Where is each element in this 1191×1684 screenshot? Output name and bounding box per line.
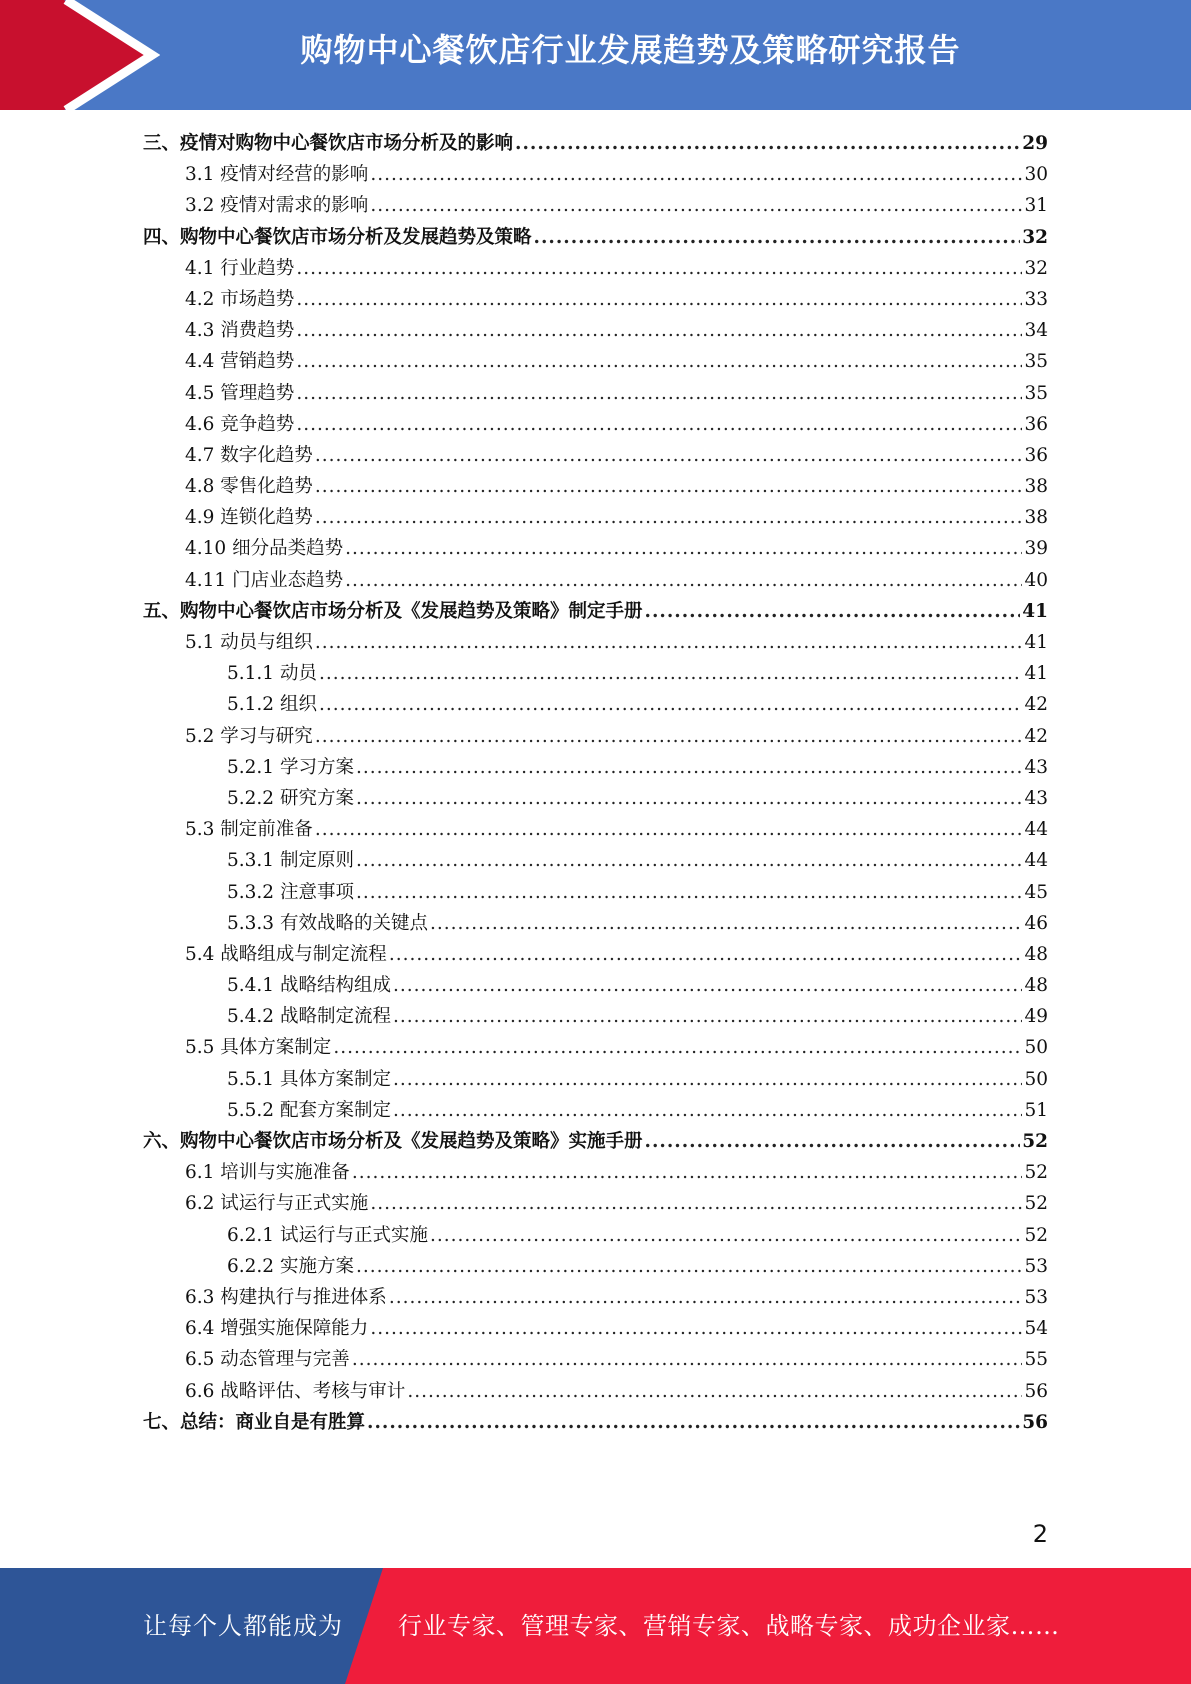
toc-entry[interactable] — [143, 1313, 1048, 1344]
toc-entry[interactable] — [143, 1188, 1048, 1219]
toc-entry-page: 48 — [1024, 975, 1048, 997]
toc-entry[interactable] — [143, 1032, 1048, 1063]
toc-entry-page: 44 — [1024, 850, 1048, 872]
toc-entry-page: 32 — [1024, 257, 1048, 279]
toc-entry-label: 5.1 动员与组织 — [185, 632, 313, 653]
toc-entry[interactable] — [143, 627, 1048, 658]
toc-dot-leader — [356, 845, 1023, 876]
toc-entry-label: 3.2 疫情对需求的影响 — [185, 195, 369, 217]
toc-entry-page: 52 — [1024, 1162, 1048, 1184]
toc-dot-leader — [645, 1126, 1021, 1157]
toc-dot-leader — [345, 533, 1022, 564]
toc-entry-page: 56 — [1022, 1411, 1048, 1433]
toc-entry-page: 33 — [1024, 288, 1048, 310]
toc-entry-page: 38 — [1024, 507, 1048, 529]
toc-entry-label: 3.1 疫情对经营的影响 — [185, 164, 369, 186]
toc-entry[interactable] — [143, 752, 1048, 783]
toc-dot-leader — [393, 1095, 1022, 1126]
toc-entry-page: 36 — [1024, 444, 1048, 466]
toc-entry-label: 5.3.2 注意事项 — [227, 881, 354, 903]
toc-dot-leader — [367, 1407, 1020, 1438]
toc-entry-page: 56 — [1024, 1380, 1048, 1402]
toc-entry-page: 41 — [1022, 600, 1048, 622]
toc-entry[interactable] — [143, 1251, 1048, 1282]
footer-slogan-right: 行业专家、管理专家、营销专家、战略专家、成功企业家…… — [398, 1612, 1060, 1640]
toc-dot-leader — [296, 315, 1022, 346]
toc-entry-page: 41 — [1024, 663, 1048, 685]
toc-entry[interactable] — [143, 877, 1048, 908]
toc-entry-label: 5.3 制定前准备 — [185, 819, 313, 841]
toc-dot-leader — [534, 222, 1021, 253]
page-number: 2 — [1032, 1520, 1048, 1548]
toc-entry-label: 6.1 培训与实施准备 — [185, 1162, 350, 1184]
toc-entry-label: 6.2.2 实施方案 — [227, 1255, 354, 1277]
toc-entry-label: 4.4 营销趋势 — [185, 351, 295, 373]
toc-entry[interactable] — [143, 908, 1048, 939]
toc-dot-leader — [315, 721, 1023, 752]
toc-dot-leader — [296, 346, 1022, 377]
toc-dot-leader — [370, 1188, 1022, 1219]
toc-entry-page: 31 — [1024, 195, 1048, 217]
toc-entry[interactable] — [143, 1220, 1048, 1251]
toc-entry-label: 5.5 具体方案制定 — [185, 1037, 332, 1059]
toc-entry-label: 4.6 竞争趋势 — [185, 413, 295, 435]
toc-entry-label: 5.1.2 组织 — [227, 694, 317, 716]
toc-dot-leader — [315, 502, 1023, 533]
toc-entry-label: 5.2 学习与研究 — [185, 725, 313, 747]
toc-entry[interactable] — [143, 1064, 1048, 1095]
toc-entry-page: 40 — [1024, 569, 1048, 591]
toc-dot-leader — [515, 128, 1020, 159]
toc-entry[interactable] — [143, 565, 1048, 596]
toc-entry-label: 6.4 增强实施保障能力 — [185, 1318, 369, 1340]
toc-entry-page: 32 — [1022, 226, 1048, 248]
toc-entry-page: 44 — [1024, 819, 1048, 841]
toc-dot-leader — [393, 1001, 1022, 1032]
toc-dot-leader — [370, 159, 1022, 190]
toc-dot-leader — [315, 627, 1023, 658]
toc-entry-page: 52 — [1024, 1193, 1048, 1215]
toc-dot-leader — [296, 378, 1022, 409]
toc-entry-label: 三、疫情对购物中心餐饮店市场分析及的影响 — [143, 133, 514, 154]
toc-dot-leader — [370, 190, 1022, 221]
toc-entry-page: 49 — [1024, 1006, 1048, 1028]
toc-entry-label: 5.4.1 战略结构组成 — [227, 975, 391, 997]
toc-dot-leader — [296, 409, 1022, 440]
toc-entry[interactable] — [143, 1001, 1048, 1032]
toc-entry-page: 54 — [1024, 1318, 1048, 1340]
toc-entry[interactable] — [143, 346, 1048, 377]
toc-entry[interactable] — [143, 1407, 1048, 1438]
toc-entry[interactable] — [143, 1282, 1048, 1313]
toc-entry-label: 6.2 试运行与正式实施 — [185, 1193, 369, 1215]
toc-dot-leader — [430, 908, 1022, 939]
toc-entry-label: 5.2.2 研究方案 — [227, 787, 354, 809]
toc-entry-page: 55 — [1024, 1349, 1048, 1371]
toc-entry[interactable] — [143, 440, 1048, 471]
toc-entry[interactable] — [143, 1095, 1048, 1126]
toc-entry-label: 五、购物中心餐饮店市场分析及《发展趋势及策略》制定手册 — [143, 600, 643, 622]
footer-slogan-left: 让每个人都能成为 — [143, 1612, 343, 1640]
toc-dot-leader — [356, 1251, 1023, 1282]
toc-entry-label: 6.5 动态管理与完善 — [185, 1349, 350, 1371]
toc-entry[interactable] — [143, 222, 1048, 253]
toc-entry[interactable] — [143, 1344, 1048, 1375]
page-header — [0, 0, 1191, 110]
toc-dot-leader — [370, 1313, 1022, 1344]
toc-entry[interactable] — [143, 284, 1048, 315]
toc-entry[interactable] — [143, 190, 1048, 221]
toc-entry-label: 5.2.1 学习方案 — [227, 756, 354, 778]
page-footer — [0, 1568, 1191, 1684]
toc-entry-page: 50 — [1024, 1068, 1048, 1090]
toc-entry-page: 52 — [1022, 1131, 1048, 1152]
toc-entry[interactable] — [143, 783, 1048, 814]
toc-entry-label: 5.5.1 具体方案制定 — [227, 1068, 391, 1090]
toc-entry[interactable] — [143, 502, 1048, 533]
toc-dot-leader — [356, 877, 1023, 908]
toc-entry[interactable] — [143, 721, 1048, 752]
toc-entry-page: 45 — [1024, 881, 1048, 903]
toc-entry-page: 51 — [1024, 1099, 1048, 1121]
toc-dot-leader — [393, 970, 1022, 1001]
toc-entry-page: 42 — [1024, 725, 1048, 747]
toc-entry-label: 4.9 连锁化趋势 — [185, 507, 313, 529]
toc-entry-label: 5.3.1 制定原则 — [227, 850, 354, 872]
toc-entry-page: 41 — [1024, 632, 1048, 653]
toc-entry-label: 4.5 管理趋势 — [185, 382, 295, 404]
toc-entry-page: 30 — [1024, 164, 1048, 186]
toc-entry-page: 42 — [1024, 694, 1048, 716]
toc-entry-page: 52 — [1024, 1224, 1048, 1246]
toc-entry-page: 53 — [1024, 1286, 1048, 1308]
toc-entry-label: 4.1 行业趋势 — [185, 257, 295, 279]
toc-entry-label: 6.6 战略评估、考核与审计 — [185, 1380, 406, 1402]
toc-entry[interactable] — [143, 1376, 1048, 1407]
toc-entry-page: 34 — [1024, 320, 1048, 342]
toc-entry-label: 5.5.2 配套方案制定 — [227, 1099, 391, 1121]
toc-entry-label: 5.4 战略组成与制定流程 — [185, 943, 387, 965]
toc-dot-leader — [296, 253, 1022, 284]
toc-entry-label: 4.7 数字化趋势 — [185, 444, 313, 466]
toc-entry-page: 53 — [1024, 1255, 1048, 1277]
toc-dot-leader — [389, 1282, 1023, 1313]
toc-dot-leader — [315, 440, 1023, 471]
toc-entry-page: 46 — [1024, 912, 1048, 934]
toc-entry-page: 29 — [1022, 133, 1048, 154]
toc-dot-leader — [645, 596, 1021, 627]
toc-entry[interactable] — [143, 159, 1048, 190]
toc-entry[interactable] — [143, 689, 1048, 720]
toc-entry[interactable] — [143, 378, 1048, 409]
toc-dot-leader — [352, 1344, 1023, 1375]
toc-dot-leader — [315, 814, 1023, 845]
toc-entry-page: 43 — [1024, 787, 1048, 809]
toc-entry[interactable] — [143, 471, 1048, 502]
toc-entry[interactable] — [143, 533, 1048, 564]
toc-entry[interactable] — [143, 315, 1048, 346]
toc-entry[interactable] — [143, 253, 1048, 284]
toc-entry[interactable] — [143, 128, 1048, 159]
toc-dot-leader — [315, 471, 1023, 502]
toc-entry[interactable] — [143, 658, 1048, 689]
toc-entry-label: 4.8 零售化趋势 — [185, 476, 313, 498]
toc-entry-page: 38 — [1024, 476, 1048, 498]
toc-dot-leader — [389, 939, 1023, 970]
toc-dot-leader — [345, 565, 1022, 596]
toc-entry-label: 4.10 细分品类趋势 — [185, 538, 344, 560]
report-title: 购物中心餐饮店行业发展趋势及策略研究报告 — [300, 31, 961, 69]
toc-entry[interactable] — [143, 596, 1048, 627]
toc-entry-page: 36 — [1024, 413, 1048, 435]
toc-entry-page: 35 — [1024, 382, 1048, 404]
toc-dot-leader — [393, 1064, 1022, 1095]
toc-dot-leader — [333, 1032, 1022, 1063]
toc-entry[interactable] — [143, 970, 1048, 1001]
toc-dot-leader — [319, 658, 1023, 689]
toc-entry[interactable] — [143, 409, 1048, 440]
toc-dot-leader — [352, 1157, 1023, 1188]
toc-entry-page: 48 — [1024, 943, 1048, 965]
toc-entry-label: 5.4.2 战略制定流程 — [227, 1006, 391, 1028]
toc-dot-leader — [407, 1376, 1022, 1407]
toc-entry-label: 6.2.1 试运行与正式实施 — [227, 1224, 428, 1246]
toc-entry-label: 六、购物中心餐饮店市场分析及《发展趋势及策略》实施手册 — [143, 1131, 643, 1152]
toc-entry-page: 43 — [1024, 756, 1048, 778]
toc-entry[interactable] — [143, 1126, 1048, 1157]
toc-entry-label: 4.2 市场趋势 — [185, 288, 295, 310]
toc-entry[interactable] — [143, 845, 1048, 876]
toc-entry-label: 4.11 门店业态趋势 — [185, 569, 344, 591]
toc-dot-leader — [356, 783, 1023, 814]
toc-entry[interactable] — [143, 814, 1048, 845]
toc-dot-leader — [319, 689, 1023, 720]
toc-dot-leader — [356, 752, 1023, 783]
toc-entry-label: 4.3 消费趋势 — [185, 320, 295, 342]
toc-entry-label: 5.1.1 动员 — [227, 663, 317, 685]
toc-entry-page: 35 — [1024, 351, 1048, 373]
toc-entry-label: 四、购物中心餐饮店市场分析及发展趋势及策略 — [143, 226, 532, 248]
toc-dot-leader — [430, 1220, 1022, 1251]
toc-entry-label: 七、总结：商业自是有胜算 — [143, 1411, 366, 1433]
toc-entry-page: 50 — [1024, 1037, 1048, 1059]
table-of-contents — [143, 128, 1048, 1438]
toc-entry-label: 6.3 构建执行与推进体系 — [185, 1286, 387, 1308]
toc-dot-leader — [296, 284, 1022, 315]
toc-entry[interactable] — [143, 939, 1048, 970]
toc-entry-page: 39 — [1024, 538, 1048, 560]
toc-entry[interactable] — [143, 1157, 1048, 1188]
toc-entry-label: 5.3.3 有效战略的关键点 — [227, 912, 428, 934]
